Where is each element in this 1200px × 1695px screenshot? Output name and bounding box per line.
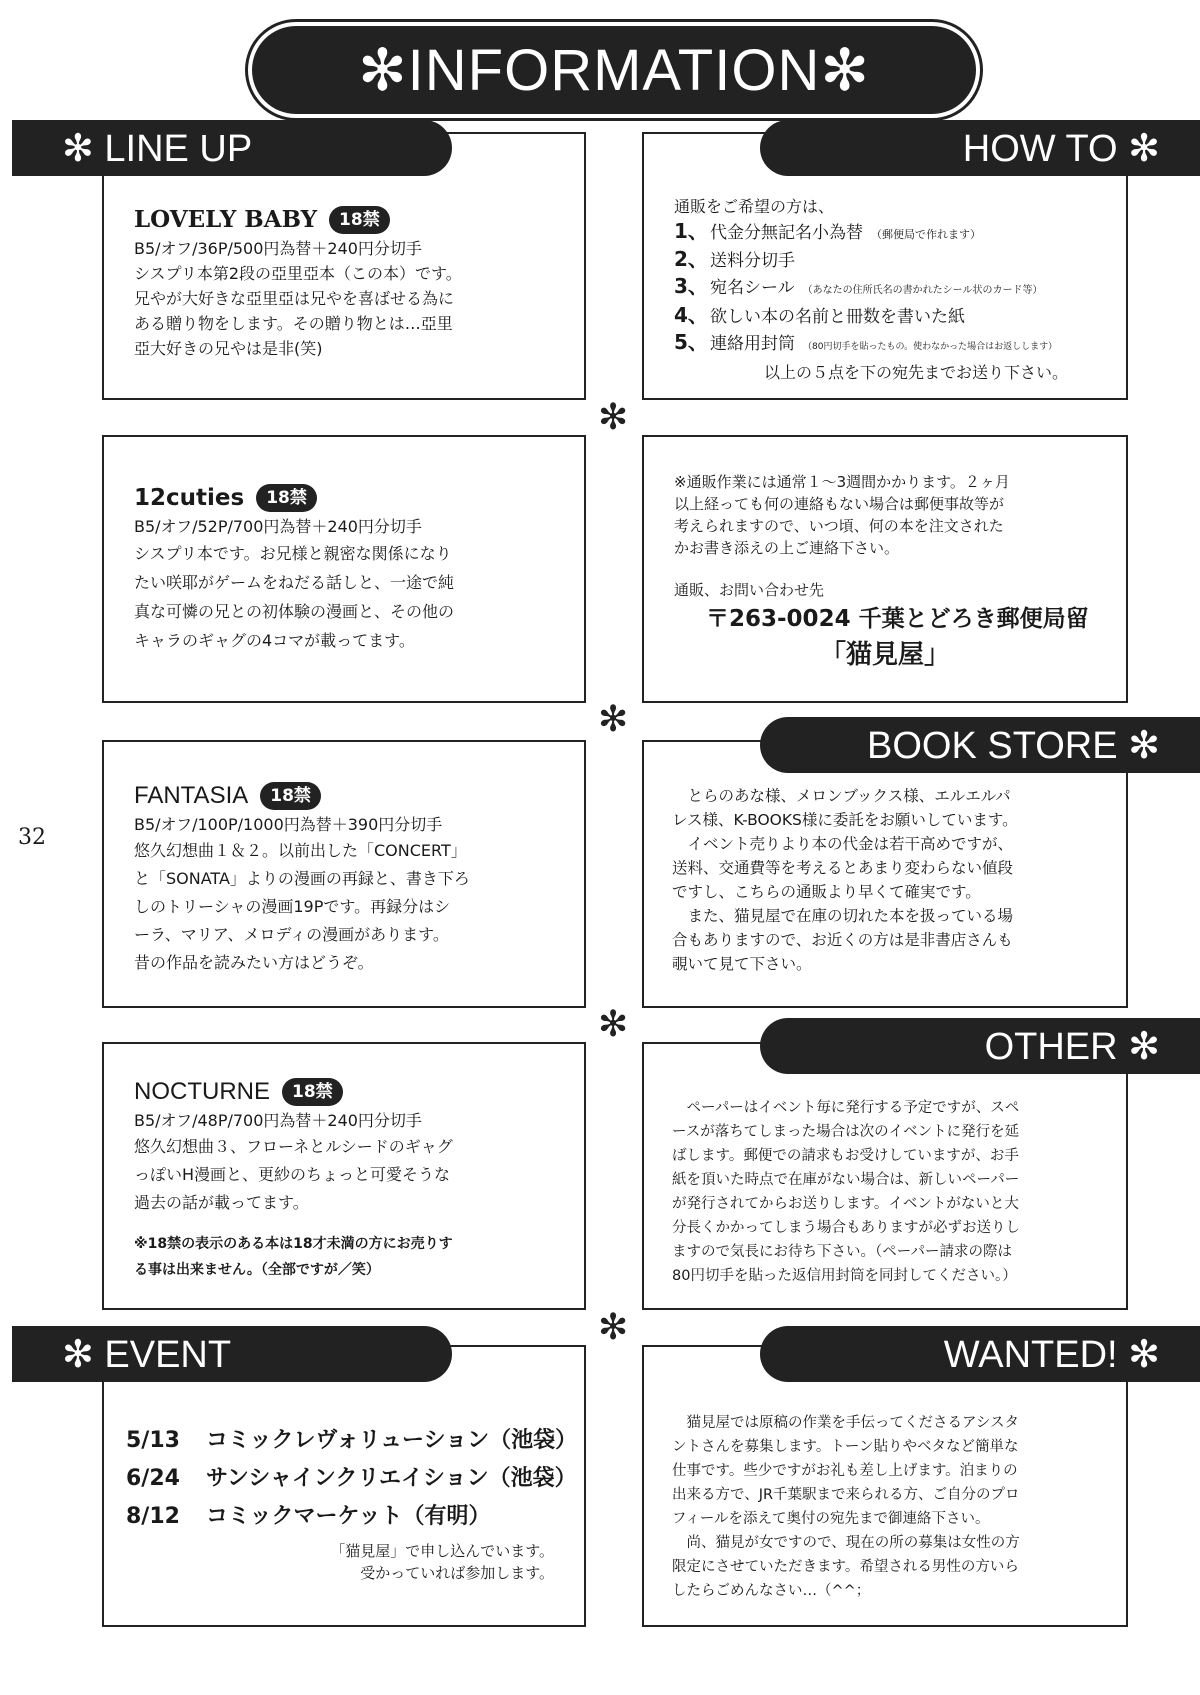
page-number: 32 bbox=[18, 825, 46, 850]
howto-text: 代金分無記名小為替 bbox=[710, 223, 863, 243]
notice-line: かお書き添えの上ご連絡下さい。 bbox=[674, 539, 900, 557]
book-desc-line: と「SONATA」よりの漫画の再録と、書き下ろ bbox=[134, 869, 470, 888]
howto-item bbox=[674, 274, 1126, 303]
wanted-line: したらごめんなさい…（^^； bbox=[672, 1583, 871, 1599]
asterisk-separator: ✻ bbox=[598, 397, 629, 438]
section-header-line-up: ✻ LINE UP bbox=[12, 120, 452, 176]
howto-closing: 以上の５点を下の宛先までお送り下さい。 bbox=[764, 363, 1069, 382]
book-title bbox=[134, 204, 584, 236]
book-desc-line: 真な可憐の兄との初体験の漫画と、その他の bbox=[134, 602, 455, 621]
other-line: 紙を頂いた時点で在庫がない場合は、新しいペーパー bbox=[672, 1172, 1020, 1188]
event-date: 8/12 bbox=[126, 1504, 180, 1529]
howto-num: 4、 bbox=[674, 303, 708, 327]
book-spec: B5/オフ/48P/700円為替＋240円分切手 bbox=[134, 1111, 422, 1130]
adult-badge: 18禁 bbox=[260, 782, 321, 810]
howto-note: （郵便局で作れます） bbox=[871, 228, 981, 241]
book-title-text: NOCTURNE bbox=[134, 1078, 270, 1105]
book-desc-line: 亞大好きの兄やは是非(笑) bbox=[134, 339, 323, 358]
other-line: ースが落ちてしまった場合は次のイベントに発行を延 bbox=[672, 1124, 1020, 1140]
bookstore-line: 合もありますので、お近くの方は是非書店さんも bbox=[672, 931, 1013, 949]
howto-num: 5、 bbox=[674, 330, 708, 354]
howto-note: （80円切手を貼ったもの。使わなかった場合はお返しします） bbox=[803, 342, 1058, 352]
other-card bbox=[642, 1042, 1128, 1310]
book-title bbox=[134, 482, 584, 514]
other-line: 80円切手を貼った返信用封筒を同封してください。） bbox=[672, 1268, 1017, 1284]
event-row bbox=[126, 1422, 584, 1460]
howto-item bbox=[674, 247, 1126, 274]
other-line: ペーパーはイベント毎に発行する予定ですが、スペ bbox=[686, 1100, 1020, 1116]
book-desc-line: キャラのギャグの4コマが載ってます。 bbox=[134, 631, 415, 650]
event-name: コミックマーケット（有明） bbox=[206, 1504, 491, 1529]
book-title bbox=[134, 1076, 584, 1108]
howto-num: 2、 bbox=[674, 247, 708, 271]
book-spec: B5/オフ/100P/1000円為替＋390円分切手 bbox=[134, 815, 443, 834]
wanted-line: 尚、猫見が女ですので、現在の所の募集は女性の方 bbox=[686, 1535, 1020, 1551]
lineup-card-fantasia bbox=[102, 740, 586, 1008]
notice-line: ※通販作業には通常１～3週間かかります。２ヶ月 bbox=[674, 473, 1010, 491]
asterisk-separator: ✻ bbox=[598, 699, 629, 740]
book-desc-line: っぽいH漫画と、更紗のちょっと可愛そうな bbox=[134, 1165, 451, 1184]
book-desc-line: シスプリ本第2段の亞里亞本（この本）です。 bbox=[134, 264, 462, 283]
other-line: ばします。郵便での請求もお受けしていますが、お手 bbox=[672, 1148, 1019, 1164]
event-name: サンシャインクリエイション（池袋） bbox=[206, 1466, 577, 1491]
howto-item bbox=[674, 330, 1126, 360]
wanted-line: 仕事です。些少ですがお礼も差し上げます。泊まりの bbox=[672, 1463, 1018, 1479]
book-desc-line: しのトリーシャの漫画19Pです。再録分はシ bbox=[134, 897, 451, 916]
asterisk-separator: ✻ bbox=[598, 1307, 629, 1348]
section-header-how-to: HOW TO ✻ bbox=[760, 120, 1200, 176]
section-header-wanted: WANTED! ✻ bbox=[760, 1326, 1200, 1382]
contact-name: 「猫見屋」 bbox=[819, 640, 950, 670]
other-line: が発行されてからお送りします。イベントがないと大 bbox=[672, 1196, 1019, 1212]
contact-card bbox=[642, 435, 1128, 703]
event-note-line: 受かっていれば参加します。 bbox=[360, 1564, 554, 1582]
wanted-line: 猫見屋では原稿の作業を手伝ってくださるアシスタ bbox=[686, 1415, 1019, 1431]
lineup-card-12cuties bbox=[102, 435, 586, 703]
howto-text: 欲しい本の名前と冊数を書いた紙 bbox=[710, 307, 965, 327]
book-desc-line: 昔の作品を読みたい方はどうぞ。 bbox=[134, 953, 374, 972]
section-header-event: ✻ EVENT bbox=[12, 1326, 452, 1382]
book-desc-line: 過去の話が載ってます。 bbox=[134, 1193, 309, 1212]
book-title-text: LOVELY BABY bbox=[134, 206, 318, 233]
wanted-card bbox=[642, 1345, 1128, 1627]
bookstore-line: 覗いて見て下さい。 bbox=[672, 955, 812, 973]
howto-item bbox=[674, 303, 1126, 330]
bookstore-line: とらのあな様、メロンブックス様、エルエルパ bbox=[687, 787, 1011, 805]
notice-line: 考えられますので、いつ頃、何の本を注文された bbox=[674, 517, 1004, 535]
section-header-other: OTHER ✻ bbox=[760, 1018, 1200, 1074]
event-row bbox=[126, 1460, 584, 1498]
adult-badge: 18禁 bbox=[256, 484, 317, 512]
bookstore-line: レス様、K-BOOKS様に委託をお願いしています。 bbox=[672, 811, 1018, 829]
howto-text: 送料分切手 bbox=[710, 251, 795, 271]
page-title: ✻INFORMATION✻ bbox=[248, 22, 980, 118]
event-row bbox=[126, 1498, 584, 1536]
bookstore-card bbox=[642, 740, 1128, 1008]
howto-num: 3、 bbox=[674, 274, 708, 298]
adult-badge: 18禁 bbox=[329, 206, 390, 234]
howto-text: 宛名シール bbox=[710, 278, 795, 298]
adult-badge: 18禁 bbox=[282, 1078, 343, 1106]
bookstore-line: また、猫見屋で在庫の切れた本を扱っている場 bbox=[687, 907, 1014, 925]
notice-line: 以上経っても何の連絡もない場合は郵便事故等が bbox=[674, 495, 1005, 513]
event-name: コミックレヴォリューション（池袋） bbox=[206, 1428, 578, 1453]
age-notice-line: る事は出来ません。（全部ですが／笑） bbox=[134, 1262, 380, 1278]
contact-address: 〒263-0024 千葉とどろき郵便局留 bbox=[706, 606, 1089, 632]
wanted-line: 出来る方で、JR千葉駅まで来られる方、ご自分のプロ bbox=[672, 1487, 1020, 1503]
book-desc-line: たい咲耶がゲームをねだる話しと、一途で純 bbox=[134, 573, 455, 592]
book-title-text: 12cuties bbox=[134, 485, 245, 511]
book-title-text: FANTASIA bbox=[134, 782, 249, 809]
lineup-card-nocturne bbox=[102, 1042, 586, 1310]
howto-text: 連絡用封筒 bbox=[710, 334, 795, 354]
bookstore-line: ですし、こちらの通販より早くて確実です。 bbox=[672, 883, 981, 901]
wanted-line: ントさんを募集します。トーン貼りやベタなど簡単な bbox=[672, 1439, 1019, 1455]
book-desc-line: 悠久幻想曲３、フローネとルシードのギャグ bbox=[134, 1137, 453, 1156]
howto-intro: 通販をご希望の方は、 bbox=[674, 197, 835, 216]
other-line: ますので気長にお待ち下さい。（ペーパー請求の際は bbox=[672, 1244, 1013, 1260]
section-header-book-store: BOOK STORE ✻ bbox=[760, 717, 1200, 773]
contact-label: 通販、お問い合わせ先 bbox=[674, 581, 825, 599]
event-note-line: 「猫見屋」で申し込んでいます。 bbox=[330, 1542, 554, 1560]
book-title bbox=[134, 780, 584, 812]
book-desc-line: ーラ、マリア、メロディの漫画があります。 bbox=[134, 925, 449, 944]
asterisk-separator: ✻ bbox=[598, 1004, 629, 1045]
book-spec: B5/オフ/52P/700円為替＋240円分切手 bbox=[134, 517, 422, 536]
other-line: 分長くかかってしまう場合もありますが必ずお送りし bbox=[672, 1220, 1020, 1236]
howto-num: 1、 bbox=[674, 219, 708, 243]
howto-item bbox=[674, 219, 1126, 247]
age-notice-line: ※18禁の表示のある本は18才未満の方にお売りす bbox=[134, 1236, 453, 1252]
bookstore-line: 送料、交通費等を考えるとあまり変わらない値段 bbox=[672, 859, 1014, 877]
book-desc-line: 悠久幻想曲１＆２。以前出した「CONCERT」 bbox=[134, 841, 467, 860]
book-desc-line: ある贈り物をします。その贈り物とは…亞里 bbox=[134, 314, 453, 333]
book-desc-line: 兄やが大好きな亞里亞は兄やを喜ばせる為に bbox=[134, 289, 455, 308]
wanted-line: 限定にさせていただきます。希望される男性の方いら bbox=[672, 1559, 1019, 1575]
event-card bbox=[102, 1345, 586, 1627]
book-spec: B5/オフ/36P/500円為替＋240円分切手 bbox=[134, 239, 422, 258]
bookstore-line: イベント売りより本の代金は若干高めですが、 bbox=[687, 835, 1014, 853]
wanted-line: フィールを添えて奥付の宛先まで御連絡下さい。 bbox=[672, 1511, 990, 1527]
event-date: 6/24 bbox=[126, 1466, 180, 1491]
event-date: 5/13 bbox=[126, 1428, 180, 1453]
book-desc-line: シスプリ本です。お兄様と親密な関係になり bbox=[134, 544, 452, 563]
howto-note: （あなたの住所氏名の書かれたシール状のカード等） bbox=[802, 285, 1043, 296]
